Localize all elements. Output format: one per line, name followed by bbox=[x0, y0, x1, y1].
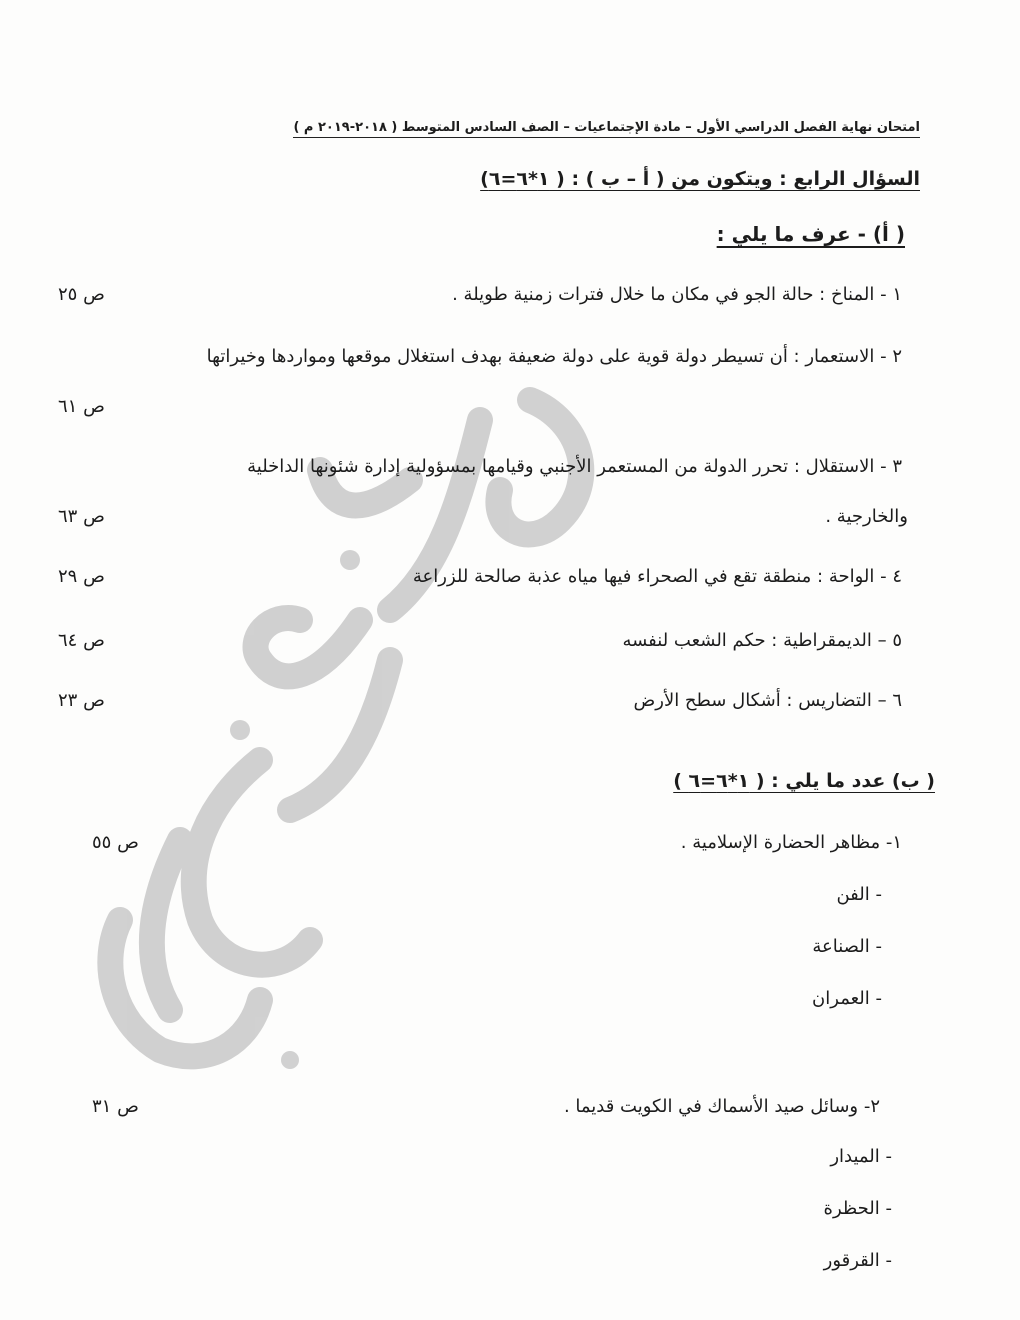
section-b-title: ( ب) عدد ما يلي : ( ١*٦=٦ ) bbox=[673, 770, 935, 792]
section-a-title: ( أ) - عرف ما يلي : bbox=[716, 222, 905, 246]
definition-item-6: ٦ – التضاريس : أشكال سطح الأرض bbox=[633, 690, 902, 711]
enumeration-heading-1: ١- مظاهر الحضارة الإسلامية . bbox=[680, 832, 902, 853]
question-title: السؤال الرابع : ويتكون من ( أ – ب ) : ( ١*٦=٦) bbox=[480, 168, 920, 190]
definition-item-1: ١ - المناخ : حالة الجو في مكان ما خلال فترات زمنية طويلة . bbox=[452, 284, 902, 305]
page-ref-1: ص ٢٥ bbox=[58, 284, 105, 305]
page-ref-6: ص ٢٣ bbox=[58, 690, 105, 711]
page-ref-b1: ص ٥٥ bbox=[92, 832, 139, 853]
page-ref-2: ص ٦١ bbox=[58, 396, 105, 417]
answer-item: - الفن bbox=[836, 884, 882, 905]
answer-item: - القرقور bbox=[823, 1250, 892, 1271]
answer-item: - العمران bbox=[812, 988, 882, 1009]
answer-item: - الحظرة bbox=[823, 1198, 892, 1219]
definition-item-3-continued: والخارجية . bbox=[825, 506, 908, 527]
page-ref-4: ص ٢٩ bbox=[58, 566, 105, 587]
exam-header: امتحان نهاية الفصل الدراسي الأول – مادة الإجتماعيات – الصف السادس المتوسط ( ٢٠١٨-٢٠١٩ م ) bbox=[293, 120, 920, 138]
definition-item-5: ٥ – الديمقراطية : حكم الشعب لنفسه bbox=[622, 630, 902, 651]
page-ref-3: ص ٦٣ bbox=[58, 506, 105, 527]
answer-item: - الميدار bbox=[830, 1146, 892, 1167]
page-ref-5: ص ٦٤ bbox=[58, 630, 105, 651]
page-ref-b2: ص ٣١ bbox=[92, 1096, 139, 1117]
definition-item-2: ٢ - الاستعمار : أن تسيطر دولة قوية على دولة ضعيفة بهدف استغلال موقعها ومواردها وخيراتها bbox=[206, 346, 902, 367]
definition-item-4: ٤ - الواحة : منطقة تقع في الصحراء فيها مياه عذبة صالحة للزراعة bbox=[412, 566, 902, 587]
answer-item: - الصناعة bbox=[812, 936, 882, 957]
definition-item-3: ٣ - الاستقلال : تحرر الدولة من المستعمر الأجنبي وقيامها بمسؤولية إدارة شئونها الداخلية bbox=[247, 456, 902, 477]
enumeration-heading-2: ٢- وسائل صيد الأسماك في الكويت قديما . bbox=[563, 1096, 880, 1117]
